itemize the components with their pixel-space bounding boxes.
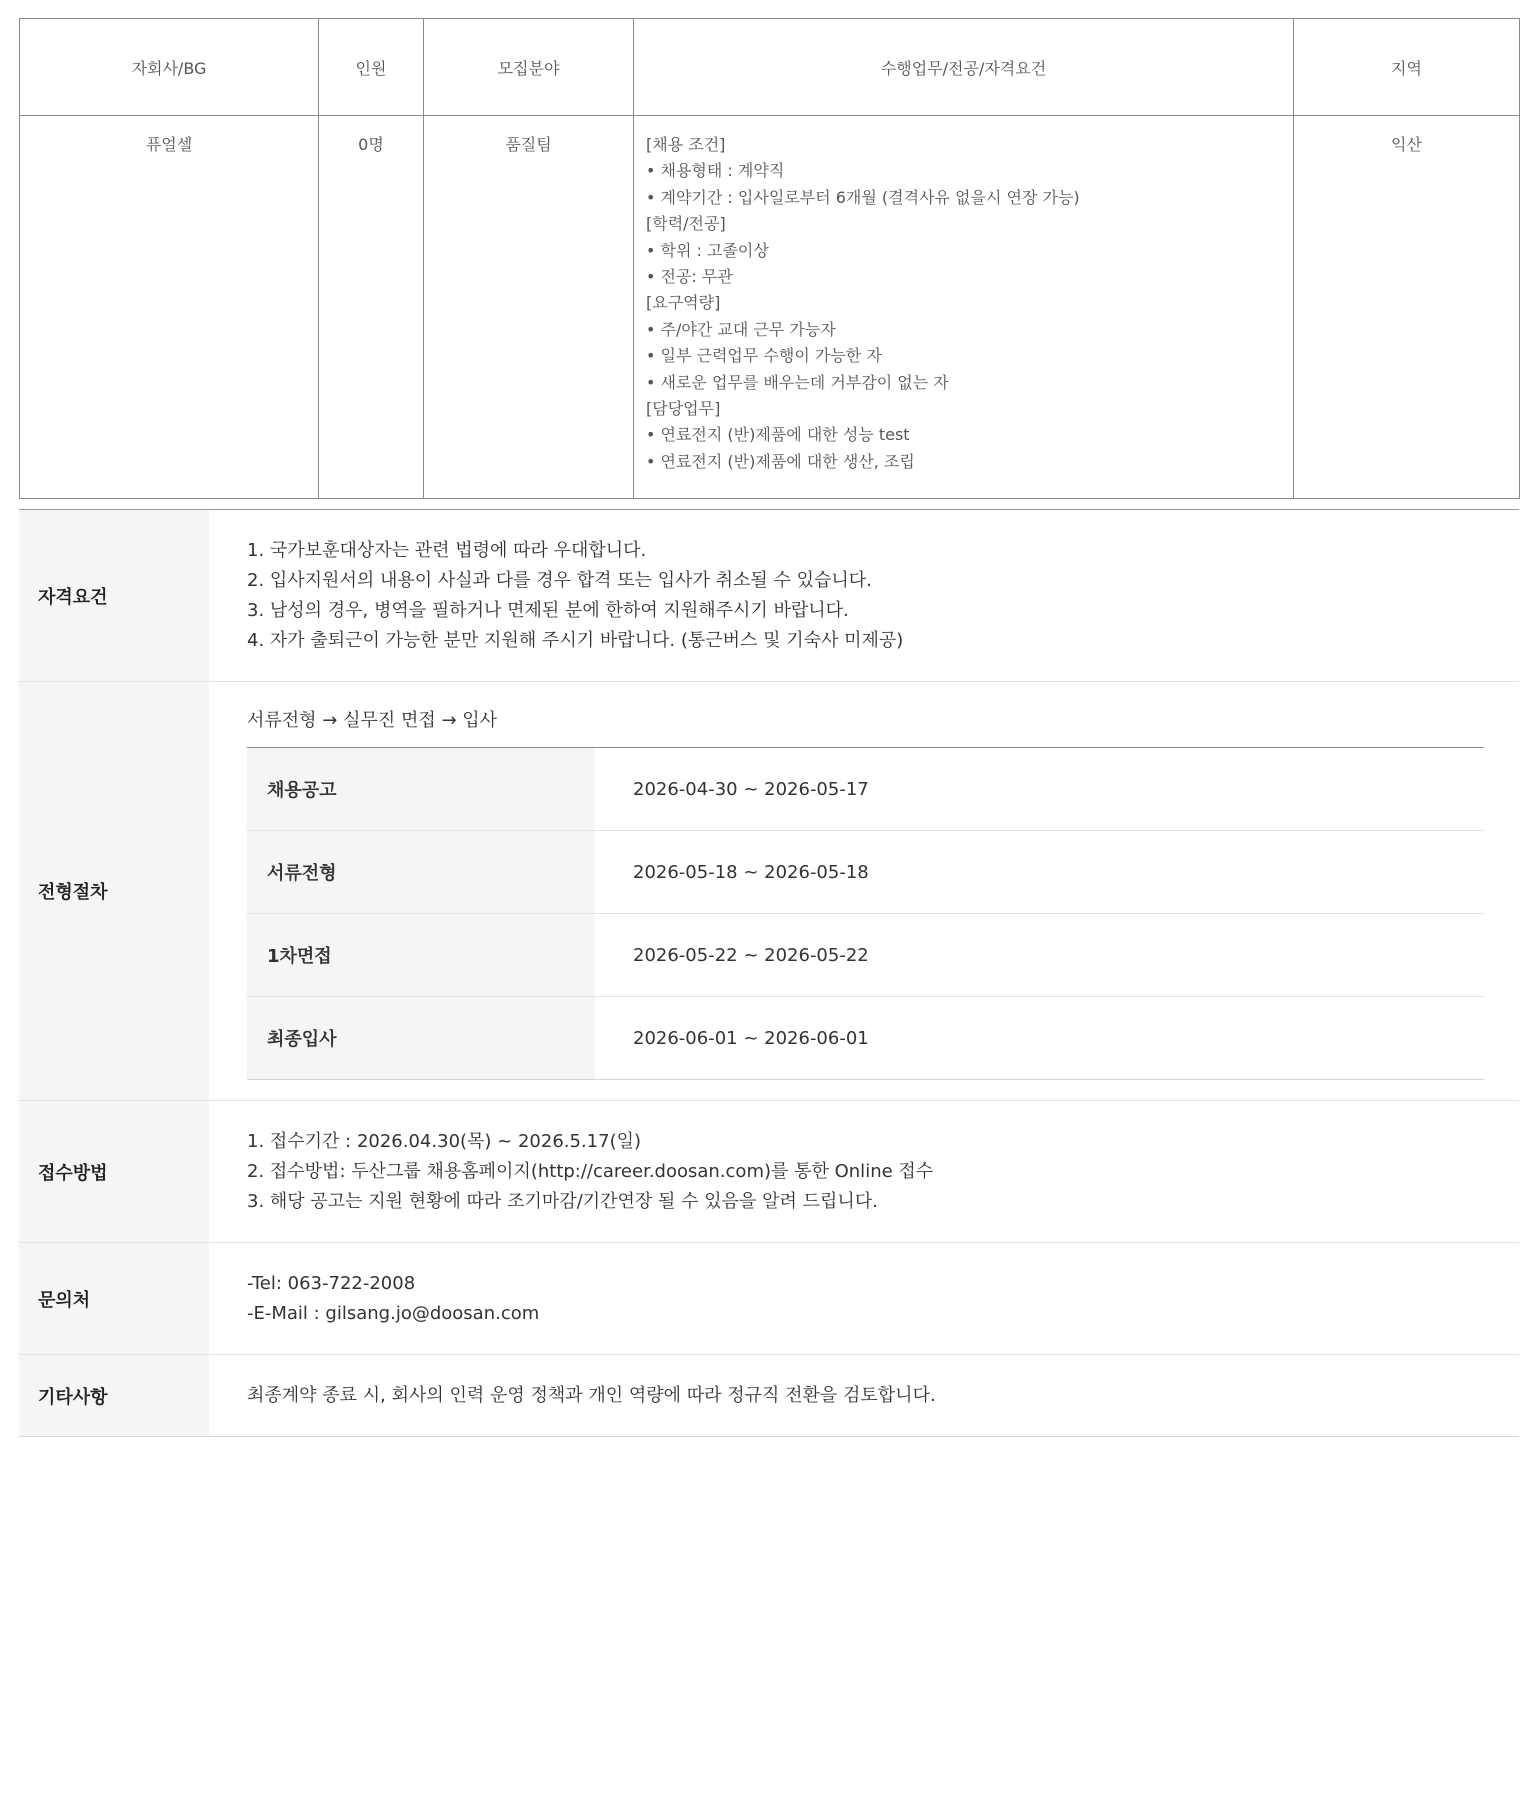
- duty-line: • 채용형태 : 계약직: [646, 161, 785, 181]
- contact-label: 문의처: [19, 1243, 209, 1354]
- application-label: 접수방법: [19, 1101, 209, 1242]
- application-item: 2. 접수방법: 두산그룹 채용홈페이지(http://career.doosan.com)를 통한 Online 접수: [247, 1161, 934, 1182]
- duty-line: • 새로운 업무를 배우는데 거부감이 없는 자: [646, 372, 949, 392]
- qualification-item: 3. 남성의 경우, 병역을 필하거나 면제된 분에 한하여 지원해주시기 바랍니다.: [247, 600, 849, 621]
- application-item: 3. 해당 공고는 지원 현황에 따라 조기마감/기간연장 될 수 있음을 알려 드립니다.: [247, 1191, 878, 1212]
- header-duties: 수행업무/전공/자격요건: [634, 19, 1294, 116]
- posting-info-section: [19, 509, 1519, 1437]
- duty-line: [담당업무]: [646, 399, 721, 419]
- duty-line: • 계약기간 : 입사일로부터 6개월 (결격사유 없을시 연장 가능): [646, 187, 1080, 207]
- qualifications-body: [209, 510, 1519, 681]
- recruitment-table: [19, 18, 1520, 499]
- process-body: [209, 682, 1522, 1100]
- schedule-stage: 1차면접: [247, 914, 595, 997]
- process-flow: 서류전형 → 실무진 면접 → 입사: [247, 710, 498, 731]
- duty-line: • 주/야간 교대 근무 가능자: [646, 319, 836, 339]
- qualification-item: 2. 입사지원서의 내용이 사실과 다를 경우 합격 또는 입사가 취소될 수 있습니다.: [247, 570, 872, 591]
- etc-row: [19, 1355, 1519, 1437]
- contact-email: -E-Mail : gilsang.jo@doosan.com: [247, 1303, 540, 1324]
- header-field: 모집분야: [424, 19, 634, 116]
- table-row: [20, 116, 1520, 499]
- contact-phone: -Tel: 063-722-2008: [247, 1273, 416, 1294]
- duty-line: • 학위 : 고졸이상: [646, 240, 769, 260]
- schedule-period: 2026-04-30 ~ 2026-05-17: [595, 748, 1484, 831]
- contact-body: [209, 1243, 1519, 1354]
- cell-field: 품질팀: [424, 116, 634, 499]
- schedule-stage: 최종입사: [247, 997, 595, 1080]
- header-headcount: 인원: [319, 19, 424, 116]
- cell-headcount: 0명: [319, 116, 424, 499]
- process-label: 전형절차: [19, 682, 209, 1100]
- cell-duties: [634, 116, 1294, 499]
- table-row: [247, 831, 1484, 914]
- schedule-period: 2026-05-22 ~ 2026-05-22: [595, 914, 1484, 997]
- contact-row: [19, 1243, 1519, 1355]
- header-company: 자회사/BG: [20, 19, 319, 116]
- cell-region: 익산: [1294, 116, 1520, 499]
- duty-line: [요구역량]: [646, 293, 721, 313]
- etc-label: 기타사항: [19, 1355, 209, 1436]
- header-region: 지역: [1294, 19, 1520, 116]
- schedule-table: [247, 747, 1484, 1080]
- etc-body: [209, 1355, 1519, 1436]
- application-item: 1. 접수기간 : 2026.04.30(목) ~ 2026.5.17(일): [247, 1131, 642, 1152]
- schedule-period: 2026-05-18 ~ 2026-05-18: [595, 831, 1484, 914]
- table-row: [247, 997, 1484, 1080]
- qualification-item: 4. 자가 출퇴근이 가능한 분만 지원해 주시기 바랍니다. (통근버스 및 기숙사 미제공): [247, 630, 904, 651]
- application-body: [209, 1101, 1519, 1242]
- schedule-stage: 서류전형: [247, 831, 595, 914]
- duty-line: • 연료전지 (반)제품에 대한 생산, 조립: [646, 451, 915, 471]
- schedule-stage: 채용공고: [247, 748, 595, 831]
- duty-line: • 전공: 무관: [646, 267, 733, 287]
- duty-line: [학력/전공]: [646, 214, 726, 234]
- qualifications-label: 자격요건: [19, 510, 209, 681]
- table-row: [247, 914, 1484, 997]
- duty-line: • 연료전지 (반)제품에 대한 성능 test: [646, 425, 910, 445]
- application-row: [19, 1101, 1519, 1243]
- cell-company: 퓨얼셀: [20, 116, 319, 499]
- schedule-period: 2026-06-01 ~ 2026-06-01: [633, 1027, 869, 1049]
- etc-text: 최종계약 종료 시, 회사의 인력 운영 정책과 개인 역량에 따라 정규직 전환을 검토합니다.: [247, 1384, 936, 1406]
- process-row: [19, 682, 1519, 1101]
- duty-line: • 일부 근력업무 수행이 가능한 자: [646, 346, 882, 366]
- duty-line: [채용 조건]: [646, 135, 726, 154]
- qualifications-row: [19, 510, 1519, 682]
- qualification-item: 1. 국가보훈대상자는 관련 법령에 따라 우대합니다.: [247, 540, 647, 561]
- table-row: [247, 748, 1484, 831]
- recruitment-table-header: [20, 19, 1520, 116]
